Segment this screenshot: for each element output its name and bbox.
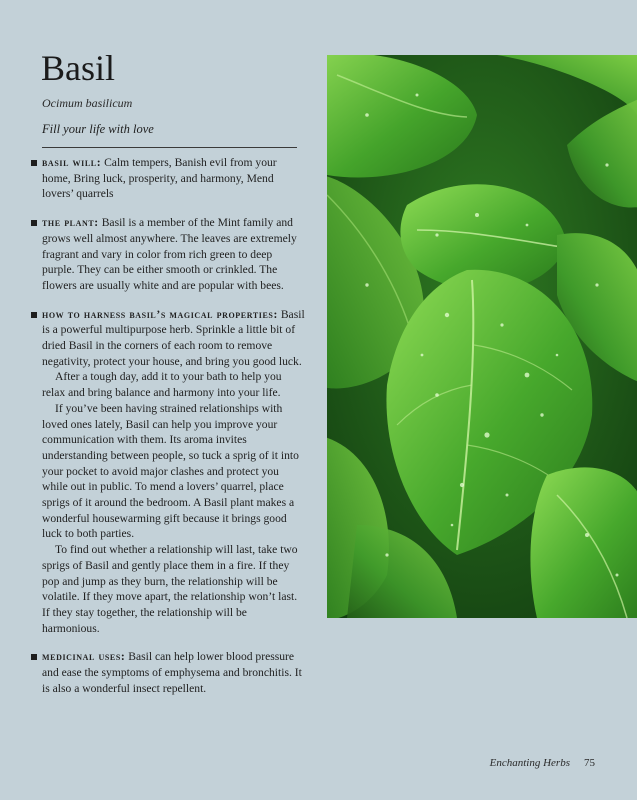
- section-paragraph: To find out whether a relationship will last, take two sprigs of Basil and gently place them in a fire. If they pop and jump as they burn, the relationship will be volatile. If they move apart, the relationship won’t last. If they stay together, the relationship will be harmonious.: [42, 543, 298, 635]
- section-medicinal-uses: [34, 649, 306, 696]
- title-divider: [42, 147, 297, 148]
- section-text: Basil can help lower blood pressure and ease the symptoms of emphysema and bronchitis. It is also a wonderful insect repellent.: [42, 650, 302, 695]
- page-footer: [490, 757, 595, 769]
- section-label: the plant:: [42, 216, 99, 230]
- section-label: medicinal uses:: [42, 650, 126, 664]
- section-paragraph: If you’ve been having strained relationships with loved ones lately, Basil can help you improve your communication with them. Its aroma invites understanding between people, so tuck a sprig of it into your pocket to avoid major clashes and protect you while out in public. To mend a lovers’ quarrel, place sprigs of it around the bedroom. A Basil plant makes a wonderful housewarming gift because it brings good luck to both parties.: [42, 401, 299, 541]
- section-label: how to harness basil’s magical properties:: [42, 307, 278, 321]
- section-body: [42, 649, 306, 696]
- basil-leaves-image: [327, 55, 637, 618]
- section-magical-properties: [34, 307, 306, 637]
- section-body: [42, 307, 306, 370]
- page-number: 75: [584, 757, 595, 769]
- section-text: Basil is a powerful multipurpose herb. Sprinkle a little bit of dried Basil in the corners of each room to remove negativity, protect your house, and bring you good luck.: [42, 307, 305, 368]
- square-bullet-icon: [31, 654, 37, 660]
- section-body: [42, 215, 306, 294]
- square-bullet-icon: [31, 312, 37, 318]
- section-paragraph: After a tough day, add it to your bath to help you relax and bring balance and harmony into your life.: [42, 370, 282, 400]
- section-the-plant: [34, 215, 306, 294]
- square-bullet-icon: [31, 220, 37, 226]
- section-label: basil will:: [42, 156, 102, 169]
- latin-name: Ocimum basilicum: [42, 96, 133, 110]
- section-text: Calm tempers, Banish evil from your home, Bring luck, prosperity, and harmony, Mend lovers’ quarrels: [42, 156, 277, 201]
- running-footer-title: Enchanting Herbs: [489, 757, 570, 769]
- page-title: Basil: [41, 48, 116, 88]
- section-basil-will: [34, 155, 306, 202]
- tagline: Fill your life with love: [42, 122, 154, 136]
- section-text: Basil is a member of the Mint family and grows well almost anywhere. The leaves are extremely fragrant and vary in color from rich green to deep purple. They can be either smooth or crinkled. The flowers are usually white and are popular with bees.: [42, 216, 297, 292]
- section-body: [42, 155, 306, 202]
- herb-sections: [34, 155, 306, 710]
- square-bullet-icon: [31, 160, 37, 166]
- basil-photo: [327, 55, 637, 618]
